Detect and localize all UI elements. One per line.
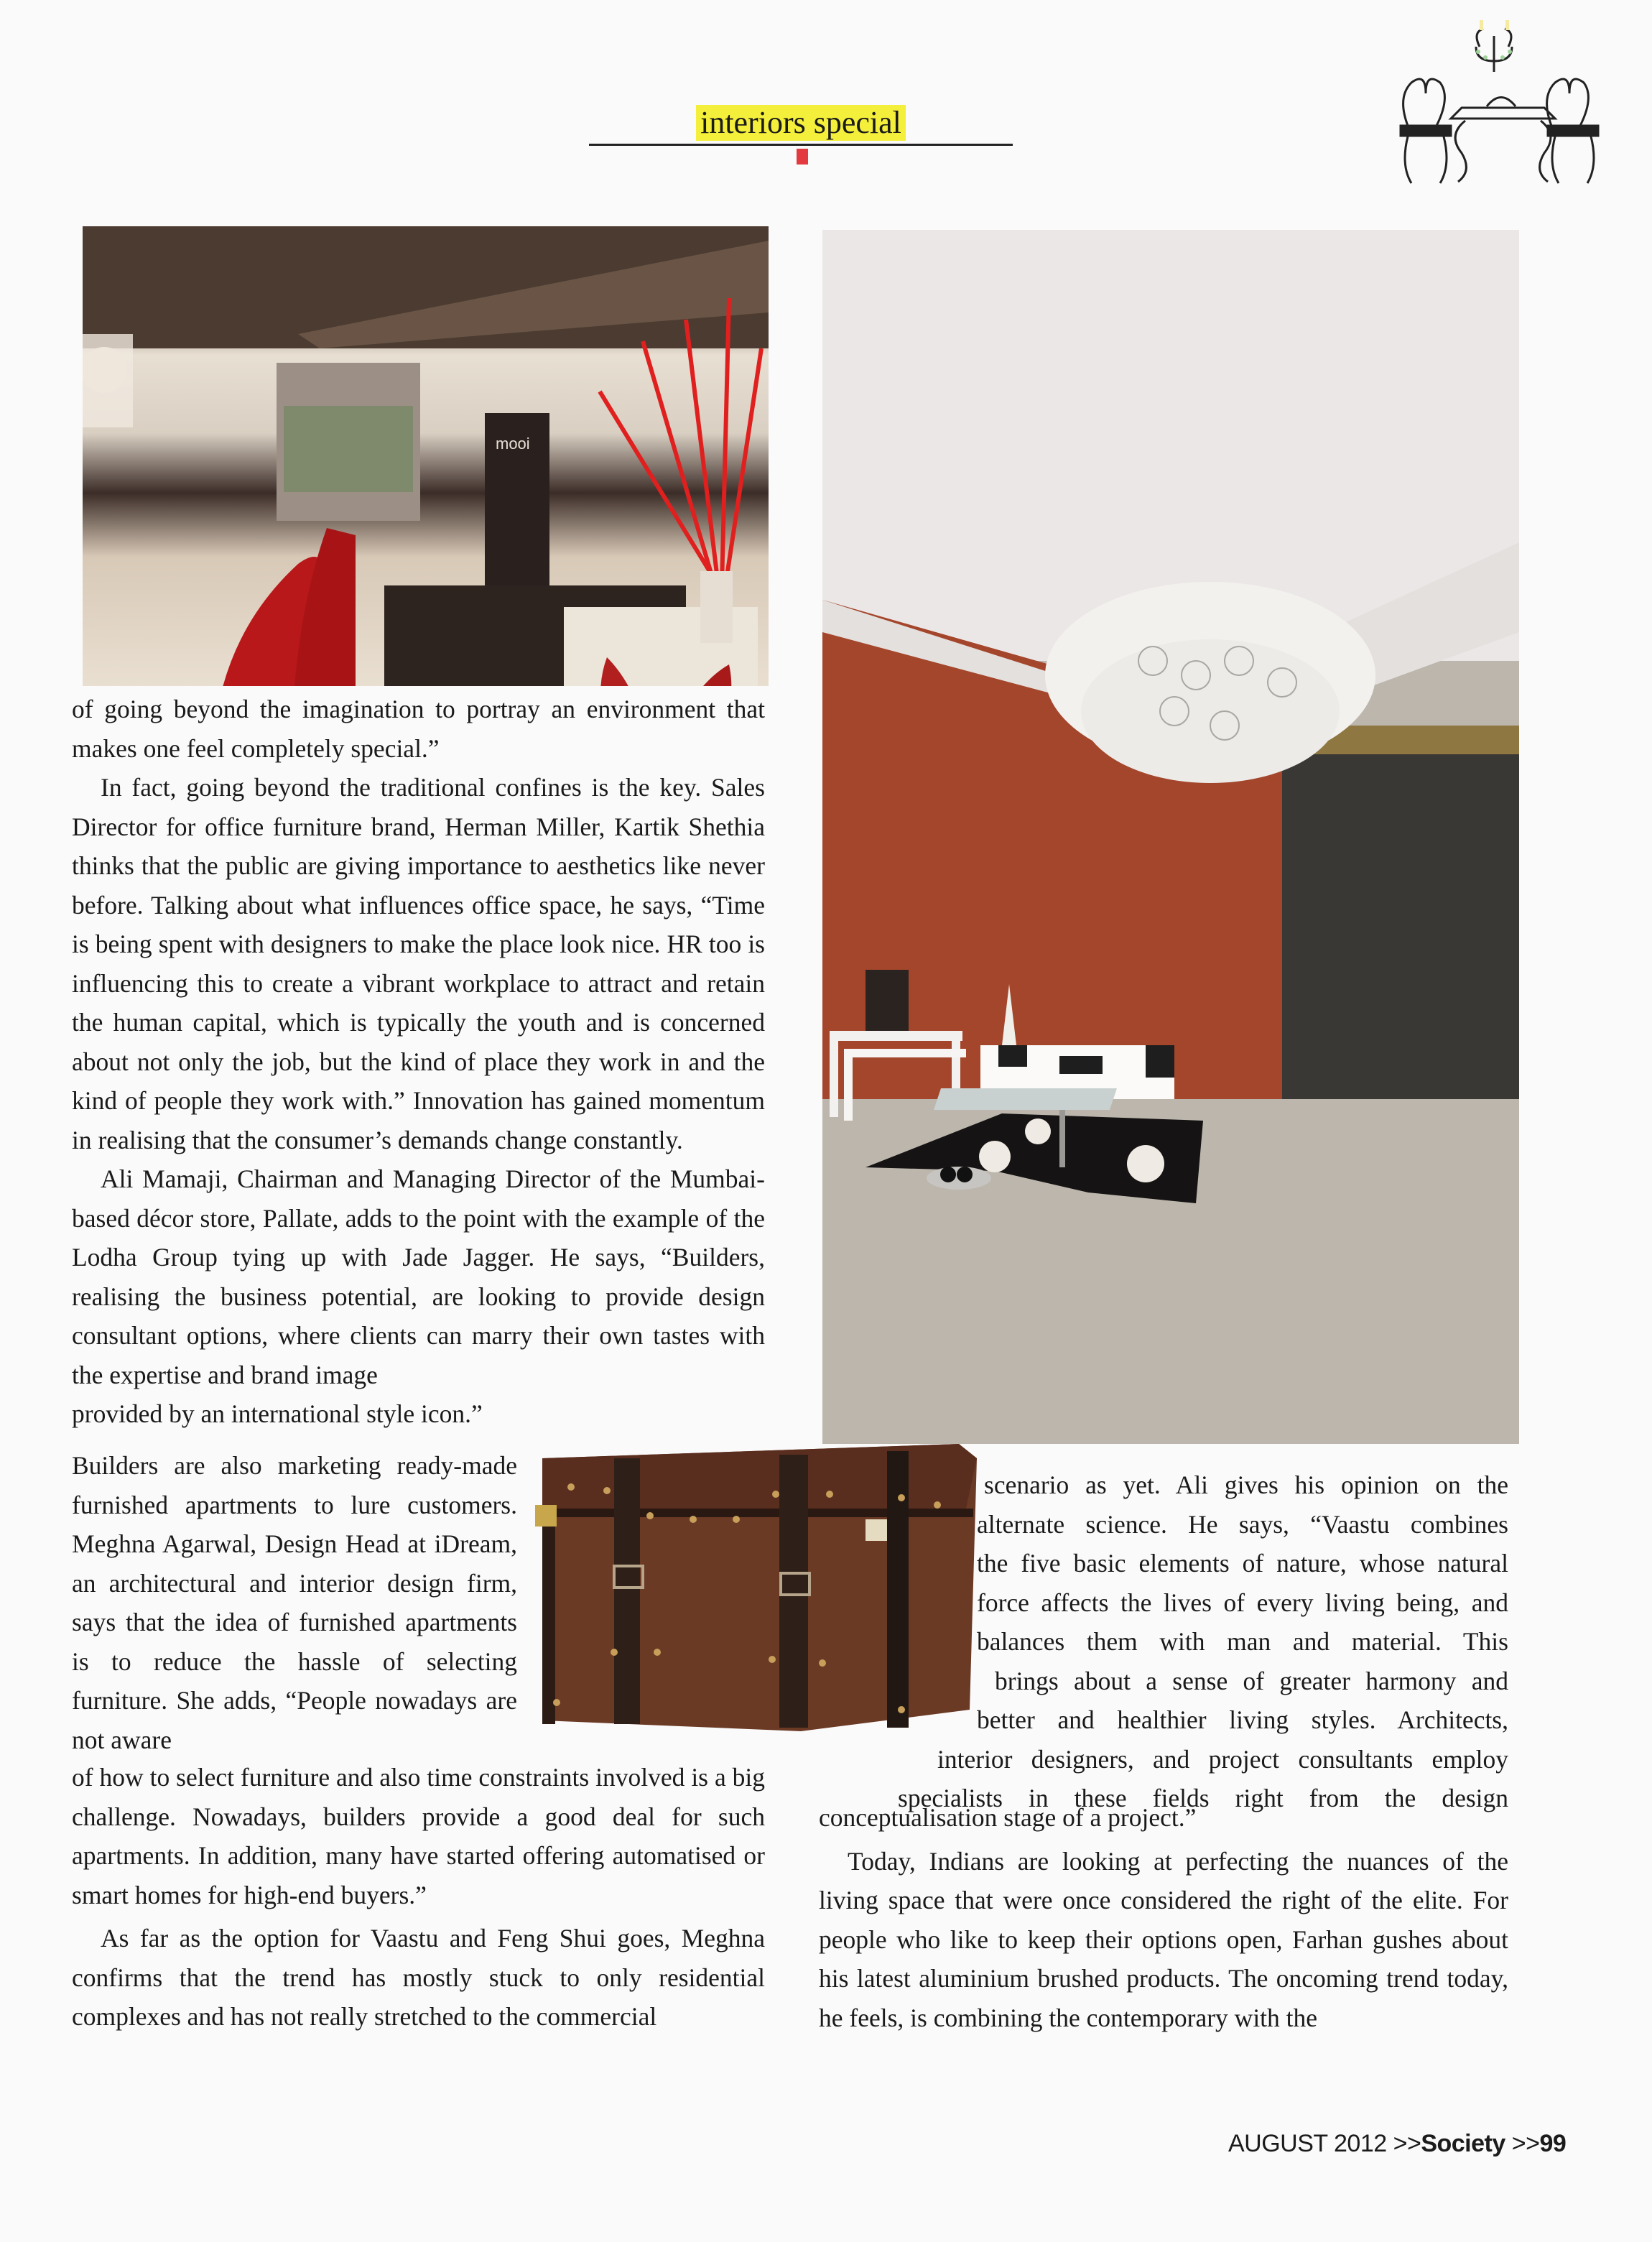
paragraph: of going beyond the imagination to portray an environment that makes one feel completely special.”: [72, 695, 765, 763]
text-line: the five basic elements of nature, whose natural: [977, 1549, 1508, 1578]
article-right-column-wrap: [898, 1465, 1508, 1818]
text-line: brings about a sense of greater harmony and: [995, 1666, 1508, 1695]
paragraph: In fact, going beyond the traditional confines is the key. Sales Director for office furniture brand, Herman Miller, Kartik Shethia thinks that the public are giving importance to aesthetics like never before. Talking about what influences office space, he says, “Time is being spent with designers to make the place look nice. HR too is influencing this to create a vibrant workplace to attract and retain the human capital, which is typically the youth and is concerned about not only the job, but the kind of place they work in and the kind of people they work with.” Innovation has gained momentum in realising that the consumer’s demands change constantly.: [72, 773, 765, 1154]
page-number: 99: [1539, 2130, 1567, 2157]
issue-date: AUGUST 2012: [1228, 2130, 1387, 2157]
wrought-iron-dining-icon: [1379, 14, 1609, 187]
paragraph: As far as the option for Vaastu and Feng Shui goes, Meghna confirms that the trend has mostly stuck to only residential complexes and has not really stretched to the commercial: [72, 1924, 765, 2031]
red-square-marker: [797, 149, 808, 165]
separator: >>: [1511, 2130, 1540, 2157]
section-title: interiors special: [696, 105, 906, 141]
separator: >>: [1393, 2130, 1421, 2157]
paragraph: Builders are also marketing ready-made furnished apartments to lure customers. Meghna Agarwal, Design Head at iDream, an architectural and interior design firm, says that the idea of furnished apartments is to reduce the hassle of selecting furniture. She adds, “People nowadays are not aware: [72, 1451, 517, 1754]
text-line: specialists in these fields right from the design: [898, 1784, 1508, 1812]
article-left-column-wrap: [72, 1446, 517, 1759]
magazine-name: Society: [1421, 2130, 1505, 2157]
text-line: balances them with man and material. This: [977, 1627, 1508, 1656]
paragraph: conceptualisation stage of a project.”: [819, 1803, 1197, 1832]
article-right-column-bottom: [819, 1798, 1508, 2037]
text-line: better and healthier living styles. Architects,: [977, 1705, 1508, 1734]
paragraph: provided by an international style icon.”: [72, 1399, 483, 1428]
text-line: scenario as yet. Ali gives his opinion on the: [984, 1470, 1508, 1499]
article-left-column-bottom: [72, 1758, 765, 2037]
paragraph: Ali Mamaji, Chairman and Managing Director of the Mumbai-based décor store, Pallate, adds to the point with the example of the Lodha Group tying up with Jade Jagger. He says, “Builders, realising the business potential, are looking to provide design consultant options, where clients can marry their own tastes with the expertise and brand image: [72, 1164, 765, 1389]
section-header: [589, 101, 1013, 146]
article-left-column-top: [72, 690, 765, 1434]
text-line: alternate science. He says, “Vaastu combines: [977, 1509, 1508, 1539]
text-line: force affects the lives of every living being, and: [977, 1588, 1508, 1617]
trunk-photo: [528, 1437, 980, 1731]
paragraph: of how to select furniture and also time constraints involved is a big challenge. Nowadays, builders provide a good deal for such apartments. In addition, many have started offering automatised or smart homes for high-end buyers.”: [72, 1763, 765, 1909]
mooi-sign: mooi: [496, 435, 530, 453]
living-room-photo: [822, 230, 1519, 1444]
text-line: interior designers, and project consultants employ: [937, 1744, 1508, 1774]
page-footer: [1228, 2130, 1566, 2158]
showroom-photo: [83, 226, 769, 686]
paragraph: Today, Indians are looking at perfecting the nuances of the living space that were once considered the right of the elite. For people who like to keep their options open, Farhan gushes about his latest aluminium brushed products. The oncoming trend today, he feels, is combining the contemporary with the: [819, 1846, 1508, 2032]
dining-set-illustration: [1379, 14, 1609, 187]
